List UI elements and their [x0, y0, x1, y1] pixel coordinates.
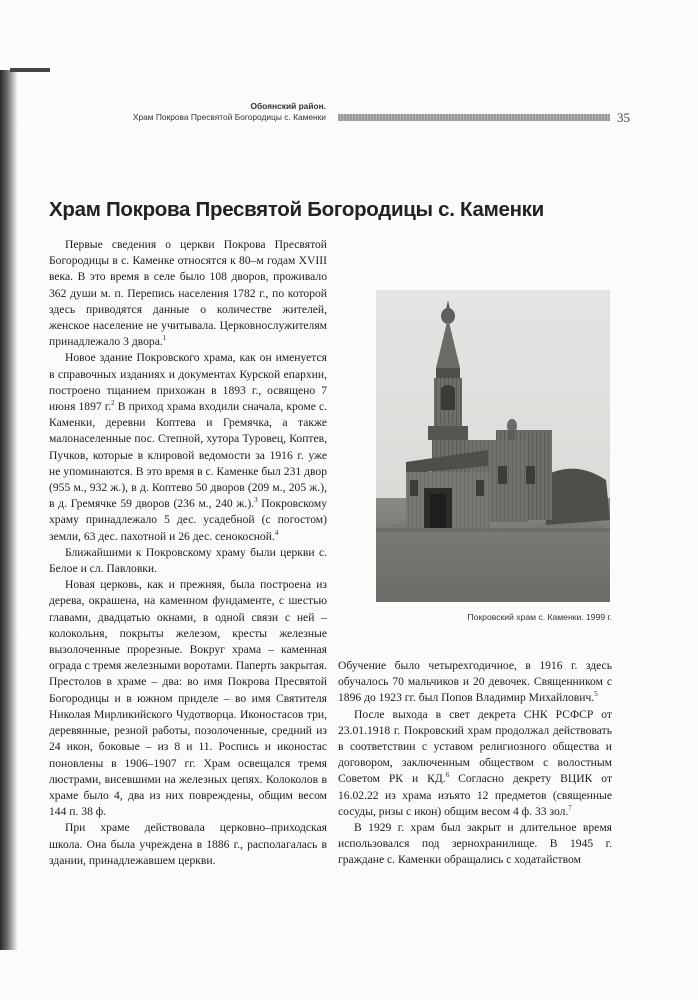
page-number: 35	[617, 110, 630, 125]
article-title: Храм Покрова Пресвятой Богородицы с. Каменки	[49, 198, 544, 221]
paragraph: Ближайшими к Покровскому храму были церкви с. Белое и сл. Павловки.	[49, 545, 327, 576]
paragraph: В 1929 г. храм был закрыт и длительное время использовался под зернохранилище. В 1945 г. граждане с. Каменки обращались с ходатайством	[338, 821, 612, 867]
footnote-ref: 1	[162, 334, 167, 343]
running-head	[86, 101, 326, 123]
paragraph: Новая церковь, как и прежняя, была построена из дерева, окрашена, на каменном фундаменте, с шестью главами, двадцатью окнами, в одной связи с ней – колокольня, покрыты железом, кресты железные вызолоченные прорезные. Вокруг храма – каменная ограда с тремя железными воротами. Паперть закрытая. Престолов в храме – два: во имя Покрова Пресвятой Богородицы и в южном приделе – во имя Святителя Николая Мирликийского Чудотворца. Иконостасов три, деревянные, резной работы, позолоченные, средний из 24 икон, боковые – из 8 и 11. Роспись и иконостас поновлены в 1906–1907 гг. Храм освещался тремя люстрами, висевшими на железных цепях. Колоколов в храме было 4, два из них повреждены, общим весом 144 п. 38 ф.	[49, 578, 327, 819]
paragraph: Первые сведения о церкви Покрова Пресвятой Богородицы в с. Каменке относятся к 80–м годам XVIII века. В это время в селе было 108 дворов, проживало 362 души м. п. Перепись населения 1782 г., по которой здесь приводятся данные о количестве жителей, женское население не учитывала. Церковнослужителям принадлежало 3 двора.$^1$	[49, 238, 327, 349]
running-head-section: Храм Покрова Пресвятой Богородицы с. Каменки	[132, 112, 326, 122]
book-spine-shadow	[0, 70, 18, 950]
paragraph: Обучение было четырехгодичное, в 1916 г. здесь обучалось 70 мальчиков и 20 девочек. Священником с 1896 до 1923 гг. был Попов Владимир Михайлович.$^5$	[338, 659, 612, 705]
wooden-church-image	[376, 290, 610, 602]
running-head-district: Обоянский район.	[250, 101, 326, 111]
left-text-column	[49, 237, 327, 869]
footnote-ref: 3	[254, 496, 258, 505]
paragraph: При храме действовала церковно–приходская школа. Она была учреждена в 1886 г., располагалась в здании, принадлежавшем церкви.	[49, 821, 327, 867]
footnote-ref: 2	[111, 399, 115, 408]
header-rule-bar	[338, 114, 610, 121]
footnote-ref: 6	[445, 771, 450, 780]
paragraph: Новое здание Покровского храма, как он именуется в справочных изданиях и документах Курской епархии, построено тщанием прихожан в 1893 г., освящено 7 июня 1897 г.$^2$ В приход храма входили сначала, кроме с. Каменки, деревни Коптева и Гремячка, а также малонаселенные пос. Степной, хутора Туровец, Коптев, Пучков, которые в клировой ведомости за 1916 г. уже не упоминаются. В это время в с. Каменке был 231 двор (955 м., 932 ж.), в д. Коптево 50 дворов (209 м., 205 ж.), в д. Гремячке 59 дворов (236 м., 240 ж.).$^3$ Покровскому храму принадлежало 5 дес. усадебной (с погостом) земли, 63 дес. пахотной и 26 дес. сенокосной.$^4$	[49, 351, 327, 543]
paragraph: После выхода в свет декрета СНК РСФСР от 23.01.1918 г. Покровский храм продолжал действовать в соответствии с уставом религиозного общества и договором, заключенным обществом с волостным Советом РК и КД.$^6$ Согласно декрету ВЦИК от 16.02.22 из храма изъято 12 предметов (священные сосуды, ризы с икон) общим весом 4 ф. 33 зол.$^7$	[338, 707, 613, 818]
footnote-ref: 5	[594, 690, 598, 699]
footnote-ref: 4	[274, 528, 279, 537]
church-photo	[376, 290, 610, 602]
photo-caption: Покровский храм с. Каменки. 1999 г.	[467, 612, 612, 622]
footnote-ref: 7	[568, 803, 572, 812]
spine-edge-mark	[10, 68, 50, 72]
right-text-column	[338, 658, 612, 869]
